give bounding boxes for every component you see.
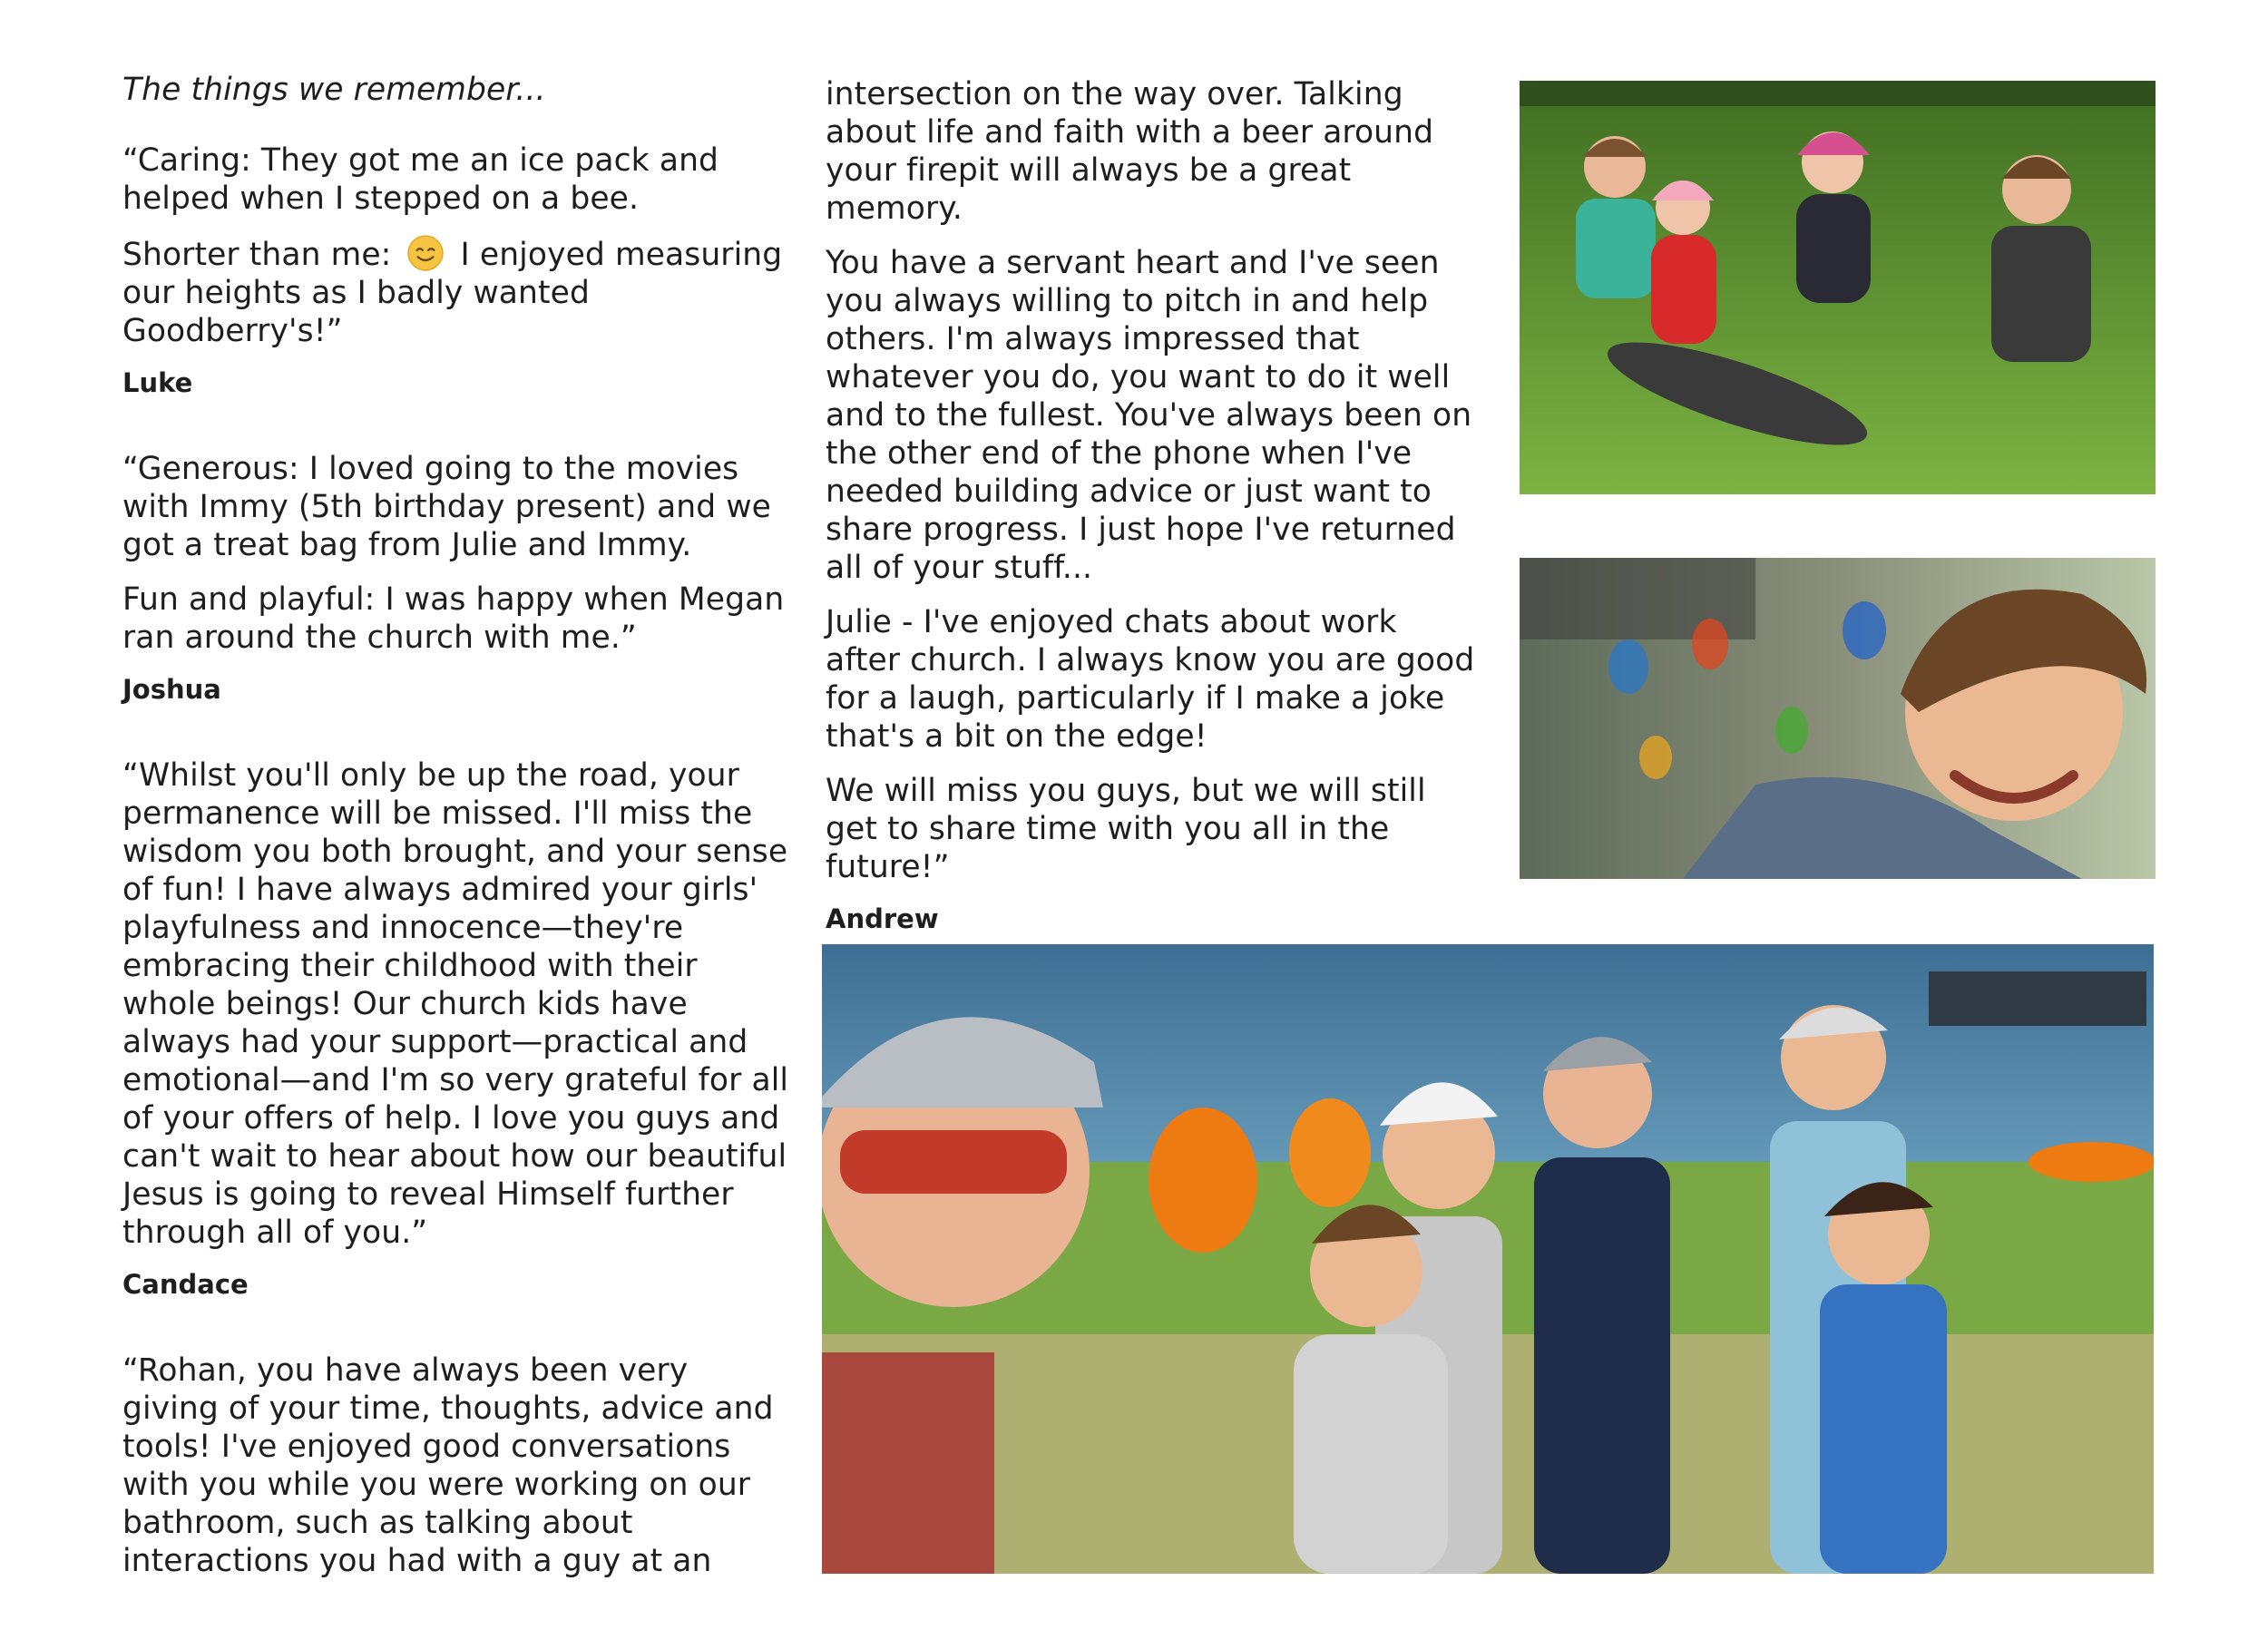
- message-text: Goodberry's!”: [122, 313, 343, 349]
- message-author: Joshua: [122, 674, 221, 705]
- message-paragraph: “Generous: I loved going to the movies with Immy (5th birthday present) and we got a treat bag from Julie and Immy.: [122, 451, 771, 563]
- message-paragraph: Fun and playful: I was happy when Megan ran around the church with me.”: [122, 581, 785, 656]
- photo-children-on-grass: [1520, 81, 2156, 494]
- photo-group-selfie-by-lake: [822, 944, 2154, 1574]
- message-candace: [122, 756, 794, 1301]
- smiley-icon: [406, 234, 445, 272]
- message-paragraph: We will miss you guys, but we will still get to share time with you all in the future!”: [826, 773, 1426, 885]
- photo-boy-with-lorikeets: [1520, 558, 2156, 879]
- message-paragraph: “Caring: They got me an ice pack and helped when I stepped on a bee.: [122, 142, 719, 217]
- message-paragraph: “Whilst you'll only be up the road, your permanence will be missed. I'll miss the wisdom you both brought, and your sense of fun! I have always admired your girls' playfulness and innocence—they're embracing their childhood with their whole beings! Our church kids have always had your support—practical and emotional—and I'm so very grateful for all of your offers of help. I love you guys and can't wait to hear about how our beautiful Jesus is going to reveal Himself further through all of you.”: [122, 757, 789, 1251]
- message-paragraph: Julie - I've enjoyed chats about work after church. I always know you are good for a laugh, particularly if I make a joke that's a bit on the edge!: [826, 604, 1475, 755]
- message-author: Andrew: [826, 903, 939, 934]
- message-andrew-part1: [122, 1351, 794, 1580]
- message-text: I enjoyed measuring our heights as I badly wanted: [122, 237, 783, 311]
- message-author: Luke: [122, 367, 193, 398]
- intro-heading: The things we remember...: [122, 72, 546, 108]
- message-joshua: [122, 450, 794, 706]
- message-luke: [122, 141, 794, 399]
- message-paragraph: intersection on the way over. Talking about life and faith with a beer around your firepit will always be a great memory.: [826, 76, 1434, 227]
- text-column-middle: [826, 75, 1479, 935]
- message-paragraph: [122, 234, 794, 350]
- message-paragraph: You have a servant heart and I've seen you always willing to pitch in and help others. I'm always impressed that whatever you do, you want to do it well and to the fullest. You've always been on the other end of the phone when I've needed building advice or just want to share progress. I just hope I've returned all of your stuff...: [826, 245, 1472, 586]
- message-text: Shorter than me:: [122, 237, 392, 273]
- message-paragraph: “Rohan, you have always been very giving of your time, thoughts, advice and tools! I've enjoyed good conversations with you while you were working on our bathroom, such as talking about interactions you had with a guy at an: [122, 1352, 774, 1579]
- message-author: Candace: [122, 1269, 249, 1300]
- text-column-left: [122, 71, 794, 1596]
